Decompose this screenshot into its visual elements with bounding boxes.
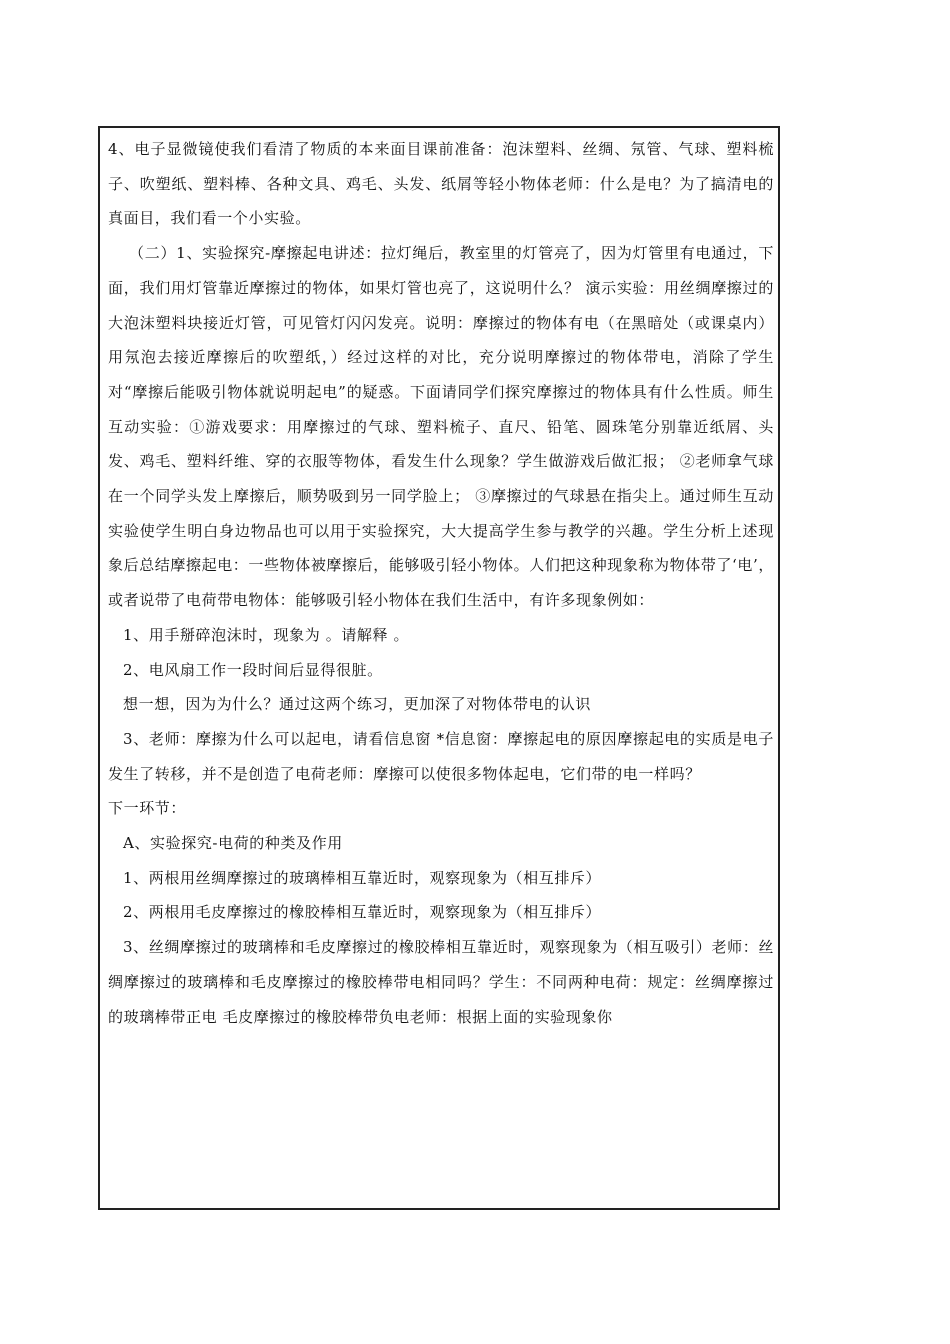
document-table-cell <box>98 126 780 1210</box>
paragraph-intro: 4、电子显微镜使我们看清了物质的本来面目课前准备：泡沫塑料、丝绸、氖管、气球、塑料梳子、吹塑纸、塑料棒、各种文具、鸡毛、头发、纸屑等轻小物体老师：什么是电？为了搞清电的真面目，我们看一个小实验。 <box>108 140 774 228</box>
paragraph-example-2: 2、电风扇工作一段时间后显得很脏。 <box>123 660 383 679</box>
paragraph-next-step: 下一环节： <box>108 799 187 818</box>
paragraph-info-window: 3、老师：摩擦为什么可以起电，请看信息窗 *信息窗：摩擦起电的原因摩擦起电的实质是电子发生了转移，并不是创造了电荷老师：摩擦可以使很多物体起电，它们带的电一样吗？ <box>108 729 774 783</box>
paragraph-think: 想一想，因为为什么？通过这两个练习，更加深了对物体带电的认识 <box>123 695 592 714</box>
paragraph-example-1: 1、用手掰碎泡沫时，现象为 。请解释 。 <box>123 625 410 644</box>
paragraph-glass-rods: 1、两根用丝绸摩擦过的玻璃棒相互靠近时，观察现象为（相互排斥） <box>123 868 602 887</box>
paragraph-friction-experiment: （二）1、实验探究-摩擦起电讲述：拉灯绳后，教室里的灯管亮了，因为灯管里有电通过，下面，我们用灯管靠近摩擦过的物体，如果灯管也亮了，这说明什么？ 演示实验：用丝绸摩擦过的大泡沫塑料块接近灯管，可见管灯闪闪发亮。说明：摩擦过的物体有电（在黑暗处（或课桌内）用氖泡去接近摩擦后的吹塑纸，）经过这样的对比，充分说明摩擦过的物体带电，消除了学生对“摩擦后能吸引物体就说明起电”的疑惑。下面请同学们探究摩擦过的物体具有什么性质。师生互动实验：①游戏要求：用摩擦过的气球、塑料梳子、直尺、铅笔、圆珠笔分别靠近纸屑、头发、鸡毛、塑料纤维、穿的衣服等物体，看发生什么现象？学生做游戏后做汇报； ②老师拿气球在一个同学头发上摩擦后，顺势吸到另一同学脸上； ③摩擦过的气球悬在指尖上。通过师生互动实验使学生明白身边物品也可以用于实验探究，大大提高学生参与教学的兴趣。学生分析上述现象后总结摩擦起电：一些物体被摩擦后，能够吸引轻小物体。人们把这种现象称为物体带了‘电’，或者说带了电荷带电物体：能够吸引轻小物体在我们生活中，有许多现象例如： <box>108 244 774 610</box>
paragraph-glass-and-rubber: 3、丝绸摩擦过的玻璃棒和毛皮摩擦过的橡胶棒相互靠近时，观察现象为（相互吸引）老师：丝绸摩擦过的玻璃棒和毛皮摩擦过的橡胶棒带电相同吗？学生：不同两种电荷：规定：丝绸摩擦过的玻璃棒带正电 毛皮摩擦过的橡胶棒带负电老师：根据上面的实验现象你 <box>108 938 774 1026</box>
document-content <box>108 132 774 1034</box>
paragraph-rubber-rods: 2、两根用毛皮摩擦过的橡胶棒相互靠近时，观察现象为（相互排斥） <box>123 903 602 922</box>
paragraph-charge-types-heading: A、实验探究-电荷的种类及作用 <box>123 834 343 853</box>
